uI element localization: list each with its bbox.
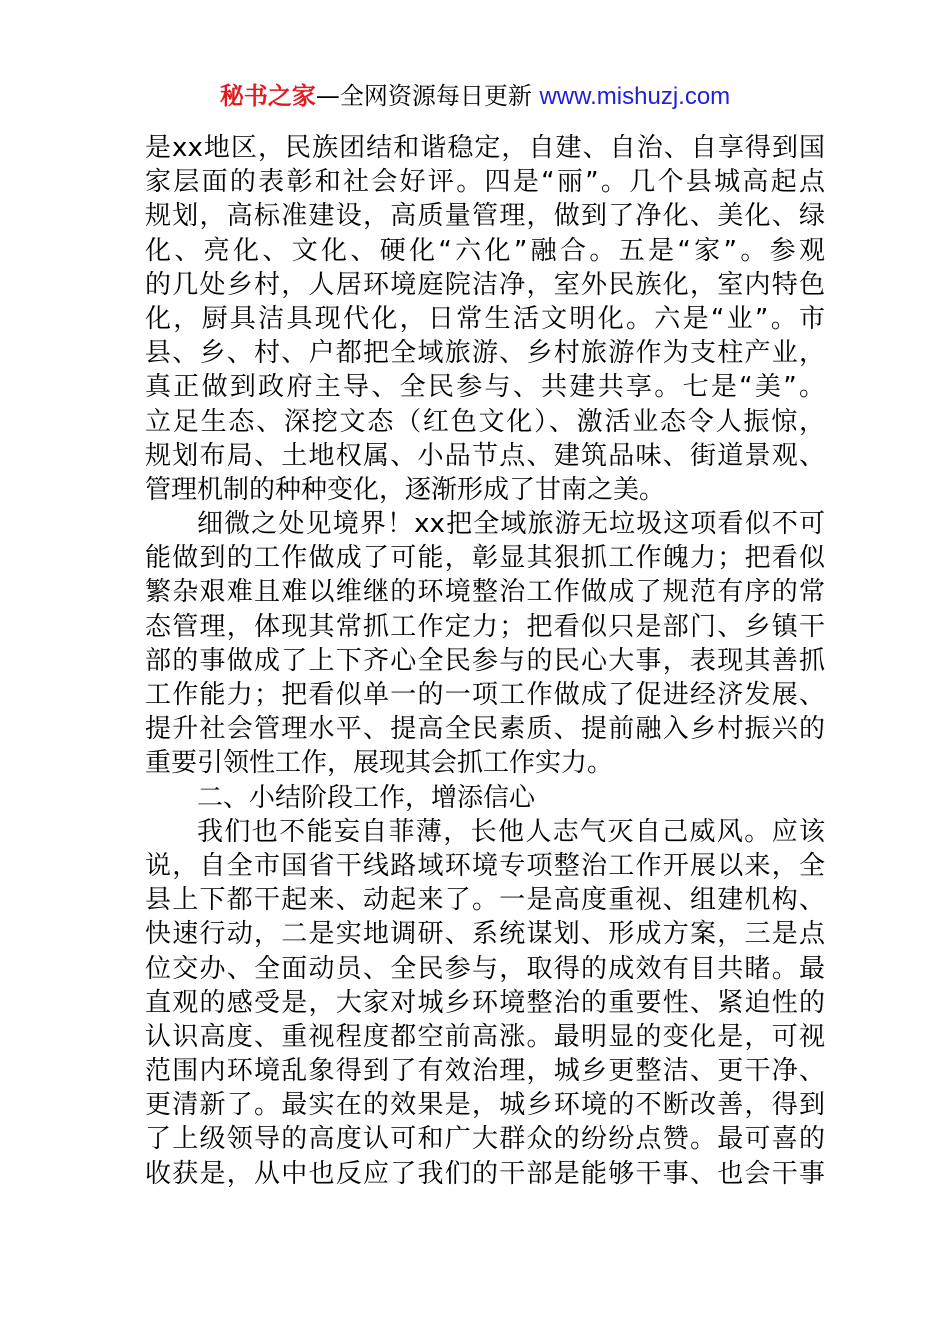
text-line: 态管理，体现其常抓工作定力；把看似只是部门、乡镇干	[145, 611, 825, 642]
text-line: 县上下都干起来、动起来了。一是高度重视、组建机构、	[145, 885, 825, 916]
website-link[interactable]: www.mishuzj.com	[539, 83, 731, 110]
text-line: 细微之处见境界！xx把全域旅游无垃圾这项看似不可	[197, 509, 825, 540]
text-line: 家层面的表彰和社会好评。四是“丽”。几个县城高起点	[145, 167, 825, 198]
text-line: 化，厨具洁具现代化，日常生活文明化。六是“业”。市	[145, 303, 825, 334]
text-line: 了上级领导的高度认可和广大群众的纷纷点赞。最可喜的	[145, 1124, 825, 1155]
text-line: 部的事做成了上下齐心全民参与的民心大事，表现其善抓	[145, 645, 825, 676]
text-line: 重要引领性工作，展现其会抓工作实力。	[145, 748, 614, 779]
text-line: 收获是，从中也反应了我们的干部是能够干事、也会干事	[145, 1158, 825, 1189]
header-tagline: —全网资源每日更新	[315, 82, 532, 110]
text-line: 我们也不能妄自菲薄，长他人志气灭自己威风。应该	[197, 816, 825, 847]
document-body	[145, 131, 825, 1191]
text-line: 立足生态、深挖文态（红色文化）、激活业态令人振惊，	[145, 406, 825, 437]
text-line: 说，自全市国省干线路域环境专项整治工作开展以来，全	[145, 850, 825, 881]
text-line: 是xx地区，民族团结和谐稳定，自建、自治、自享得到国	[145, 133, 825, 163]
page-header	[0, 79, 950, 114]
text-line: 繁杂艰难且难以维继的环境整治工作做成了规范有序的常	[145, 577, 825, 608]
text-line: 范围内环境乱象得到了有效治理，城乡更整洁、更干净、	[145, 1056, 825, 1087]
text-line: 真正做到政府主导、全民参与、共建共享。七是“美”。	[145, 372, 825, 403]
text-line: 工作能力；把看似单一的一项工作做成了促进经济发展、	[145, 680, 825, 710]
text-line: 快速行动，二是实地调研、系统谋划、形成方案，三是点	[145, 919, 825, 950]
brand-name: 秘书之家	[219, 82, 316, 110]
text-line: 位交办、全面动员、全民参与，取得的成效有目共睹。最	[145, 953, 825, 984]
text-line: 能做到的工作做成了可能，彰显其狠抓工作魄力；把看似	[145, 543, 825, 574]
text-line: 管理机制的种种变化，逐渐形成了甘南之美。	[145, 474, 666, 505]
text-line: 县、乡、村、户都把全域旅游、乡村旅游作为支柱产业，	[145, 338, 825, 369]
section-heading: 二、小结阶段工作，增添信心	[197, 782, 536, 813]
text-line: 更清新了。最实在的效果是，城乡环境的不断改善，得到	[145, 1090, 825, 1121]
text-line: 化、亮化、文化、硬化“六化”融合。五是“家”。参观	[145, 235, 825, 266]
text-line: 直观的感受是，大家对城乡环境整治的重要性、紧迫性的	[145, 987, 825, 1018]
text-line: 规划布局、土地权属、小品节点、建筑品味、街道景观、	[145, 440, 825, 471]
text-line: 提升社会管理水平、提高全民素质、提前融入乡村振兴的	[145, 714, 825, 745]
text-line: 的几处乡村，人居环境庭院洁净，室外民族化，室内特色	[145, 269, 825, 300]
text-line: 规划，高标准建设，高质量管理，做到了净化、美化、绿	[145, 201, 825, 232]
text-line: 认识高度、重视程度都空前高涨。最明显的变化是，可视	[145, 1021, 825, 1052]
